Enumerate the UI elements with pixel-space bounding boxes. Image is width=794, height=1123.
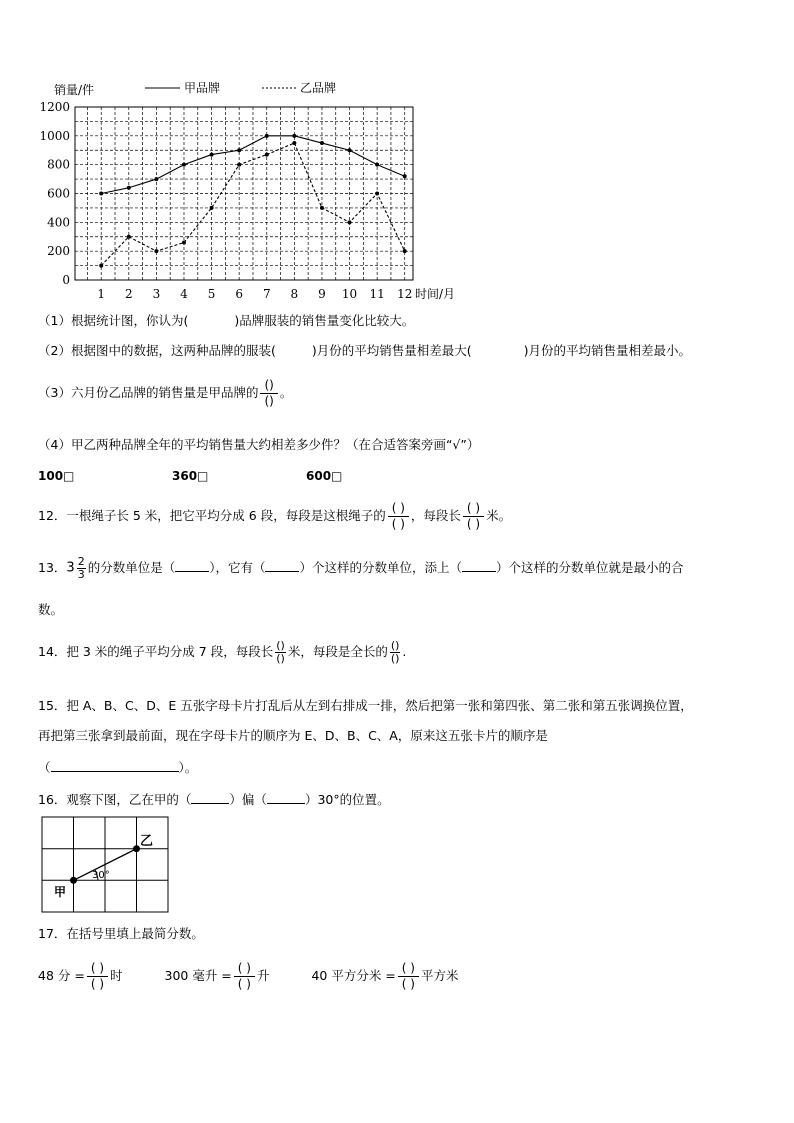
q16-blank-1[interactable] (191, 803, 229, 804)
q3-text-b: 。 (279, 385, 293, 400)
data-point-yi (403, 249, 407, 253)
q1-text-a: （1）根据统计图，你认为( (38, 313, 189, 328)
q16-text-c: ）30°的位置。 (304, 792, 390, 807)
sub-question-2 (38, 342, 691, 360)
question-15-line-2: 再把第三张拿到最前面，现在字母卡片的顺序为 E、D、B、C、A，原来这五张卡片的顺序是 (38, 728, 548, 743)
data-point-jia (265, 134, 269, 138)
y-tick-label: 800 (47, 157, 70, 172)
q17-fraction-3: $\frac{( )}{( )}$ (398, 961, 419, 992)
sub-question-3 (38, 378, 292, 409)
q2-text-b: )月份的平均销售量相差最大( (311, 343, 472, 358)
question-14 (38, 640, 406, 665)
q16-text-b: ）偏（ (229, 792, 267, 807)
legend-label-jia: 甲品牌 (184, 81, 221, 95)
data-point-jia (292, 134, 296, 138)
question-15-line-1: 15．把 A、B、C、D、E 五张字母卡片打乱后从左到右排成一排，然后把第一张和第四张、第二张和第五张调换位置， (38, 698, 693, 713)
y-tick-label: 1000 (39, 128, 70, 143)
label-angle: 30° (92, 870, 110, 881)
x-tick-label: 10 (341, 287, 358, 301)
x-axis-label: 时间/月 (415, 287, 456, 301)
q17-fraction-2: $\frac{( )}{( )}$ (234, 961, 255, 992)
q13-text-a: 的分数单位是（ (87, 560, 176, 575)
q12-fraction-1: $\frac{( )}{( )}$ (388, 501, 409, 532)
label-yi: 乙 (140, 834, 154, 849)
sub-question-1 (38, 312, 414, 330)
q14-text-c: . (402, 644, 407, 659)
x-tick-label: 2 (124, 287, 133, 301)
q13-text-c: ）个这样的分数单位，添上（ (299, 560, 462, 575)
y-tick-label: 1200 (39, 100, 70, 114)
q2-text-c: )月份的平均销售量相差最小。 (523, 343, 691, 358)
data-point-jia (182, 163, 186, 167)
data-point-jia (348, 148, 352, 152)
q17-item-3-post: 平方米 (420, 968, 459, 983)
legend-label-yi: 乙品牌 (300, 81, 337, 95)
q4-option-600[interactable]: 600□ (306, 469, 343, 483)
q16-blank-2[interactable] (267, 803, 305, 804)
q13-line-2: 数。 (38, 602, 64, 617)
data-point-yi (265, 153, 269, 157)
data-point-jia (99, 192, 103, 196)
data-point-yi (237, 163, 241, 167)
q17-item-2-post: 升 (256, 968, 270, 983)
q17-fraction-1: $\frac{( )}{( )}$ (87, 961, 108, 992)
q14-text-b: 米，每段是全长的 (287, 644, 388, 659)
x-tick-label: 5 (207, 287, 216, 301)
y-tick-label: 0 (62, 273, 70, 287)
q13-mixed-int: 3 (66, 560, 75, 576)
data-point-yi (127, 235, 131, 239)
q4-option-100[interactable]: 100□ (38, 469, 75, 483)
q12-text-c: 米。 (486, 508, 512, 523)
x-tick-label: 11 (369, 287, 385, 301)
y-tick-label: 600 (47, 186, 70, 201)
data-point-yi (320, 206, 324, 210)
q15-answer-blank[interactable] (51, 771, 179, 772)
data-point-yi (154, 249, 158, 253)
x-tick-label: 8 (290, 287, 299, 301)
q13-blank-3[interactable] (462, 571, 496, 572)
q17-item-1-pre: 48 分 = (38, 968, 85, 983)
data-point-yi (99, 264, 103, 268)
y-tick-label: 400 (47, 215, 70, 230)
q17-item-2-pre: 300 毫升 = (164, 968, 232, 983)
q13-blank-1[interactable] (175, 571, 209, 572)
question-13: 13．3 $\frac{2}{3}$ 的分数单位是（ ），它有（ ）个这样的分数单位，添上（ ）个这样的分数单位就是最小的合 (38, 555, 684, 581)
sales-line-chart (30, 70, 470, 305)
sub-question-4 (38, 436, 479, 454)
data-point-jia (210, 153, 214, 157)
x-tick-label: 9 (318, 287, 326, 301)
x-tick-label: 1 (97, 287, 106, 301)
data-point-yi (348, 220, 352, 224)
q13-text-b: ），它有（ (209, 560, 266, 575)
q12-text-b: ，每段长 (410, 508, 461, 523)
question-15-line-3: （ ）。 (38, 760, 198, 775)
q3-text-a: （3）六月份乙品牌的销售量是甲品牌的 (38, 385, 259, 400)
q1-text-b: )品牌服装的销售量变化比较大。 (234, 313, 415, 328)
y-tick-label: 200 (47, 244, 70, 259)
x-tick-label: 3 (152, 287, 161, 301)
x-tick-label: 7 (262, 287, 271, 301)
q12-fraction-2: $\frac{( )}{( )}$ (463, 501, 484, 532)
y-axis-label: 销量/件 (54, 83, 95, 97)
data-point-jia (237, 148, 241, 152)
q12-text-a: 12．一根绳子长 5 米，把它平均分成 6 段，每段是这根绳子的 (38, 508, 386, 523)
data-point-jia (375, 163, 379, 167)
data-point-jia (403, 174, 407, 178)
label-jia: 甲 (54, 885, 67, 899)
direction-grid-figure (40, 815, 172, 915)
data-point-yi (292, 141, 296, 145)
q14-fraction-1: $\frac{()}{()}$ (276, 639, 285, 665)
x-tick-label: 6 (235, 287, 243, 301)
chart-text (39, 82, 455, 301)
chart-grid (75, 107, 413, 280)
data-point-jia (320, 141, 324, 145)
q13-text-d: ）个这样的分数单位就是最小的合 (495, 560, 684, 575)
data-point-jia (127, 186, 131, 190)
q14-text-a: 14．把 3 米的绳子平均分成 7 段，每段长 (38, 644, 274, 659)
question-17-items (38, 961, 458, 992)
data-point-jia (154, 177, 158, 181)
data-point-yi (210, 206, 214, 210)
q3-fraction: $\frac{()}{()}$ (260, 378, 277, 409)
q16-text-a: 16．观察下图，乙在甲的（ (38, 792, 192, 807)
q4-option-360[interactable]: 360□ (172, 469, 209, 483)
point-jia (70, 877, 77, 884)
q13-blank-2[interactable] (265, 571, 299, 572)
question-12 (38, 501, 511, 532)
chart-legend (145, 80, 336, 95)
q14-fraction-2: $\frac{()}{()}$ (390, 639, 400, 665)
q17-item-3-pre: 40 平方分米 = (311, 968, 396, 983)
question-17: 17．在括号里填上最简分数。 (38, 926, 204, 941)
data-point-yi (182, 241, 186, 245)
q4-text: （4）甲乙两种品牌全年的平均销售量大约相差多少件？（在合适答案旁画“√”） (38, 437, 480, 452)
question-16 (38, 791, 390, 809)
point-yi (133, 845, 140, 852)
q17-item-1-post: 时 (110, 968, 123, 983)
x-tick-label: 12 (397, 287, 413, 301)
q13-mixed-fraction: $\frac{2}{3}$ (77, 555, 85, 581)
x-tick-label: 4 (180, 287, 188, 301)
data-point-yi (375, 192, 379, 196)
q2-text-a: （2）根据图中的数据，这两种品牌的服装( (38, 343, 276, 358)
